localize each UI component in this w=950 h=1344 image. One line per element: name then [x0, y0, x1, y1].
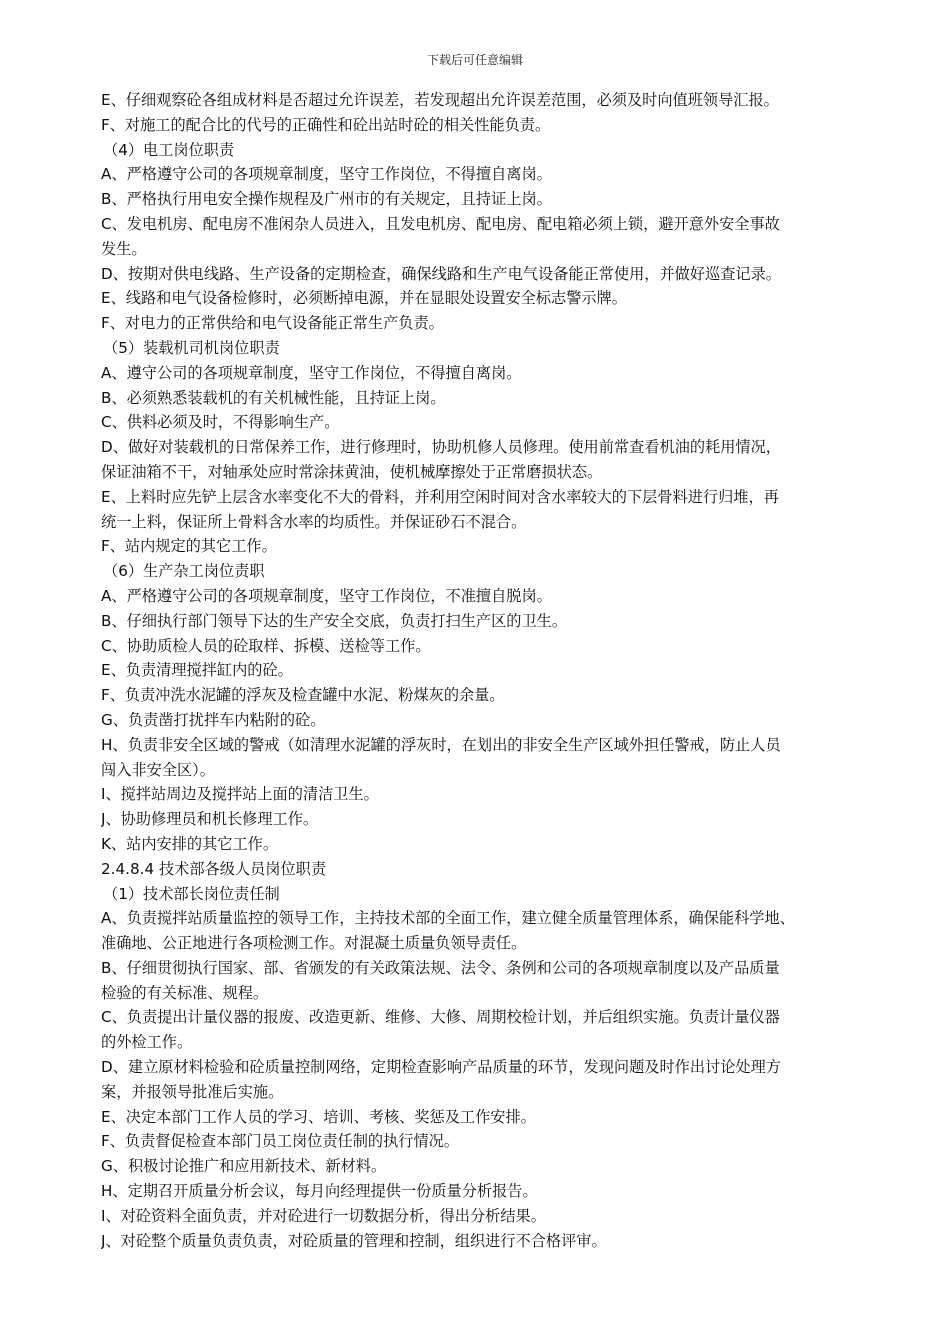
- text-line: F、负责冲洗水泥罐的浮灰及检查罐中水泥、粉煤灰的余量。: [101, 686, 505, 705]
- text-line: A、严格遵守公司的各项规章制度，坚守工作岗位，不准擅自脱岗。: [101, 586, 552, 605]
- text-line: D、按期对供电线路、生产设备的定期检查，确保线路和生产电气设备能正常使用，并做好巡查记录。: [101, 264, 781, 283]
- document-body: [101, 88, 861, 1253]
- text-line: A、严格遵守公司的各项规章制度，坚守工作岗位，不得擅自离岗。: [101, 165, 552, 184]
- text-line: E、仔细观察砼各组成材料是否超过允许误差，若发现超出允许误差范围，必须及时向值班领导汇报。: [101, 91, 779, 109]
- text-line: C、协助质检人员的砼取样、拆模、送检等工作。: [101, 636, 431, 655]
- text-line: 发生。: [101, 239, 147, 258]
- text-line: K、站内安排的其它工作。: [101, 834, 279, 853]
- text-line: E、上料时应先铲上层含水率变化不大的骨料，并利用空闲时间对含水率较大的下层骨料进行归堆，再: [101, 487, 779, 506]
- text-line: F、负责督促检查本部门员工岗位责任制的执行情况。: [101, 1132, 460, 1151]
- text-line: D、建立原材料检验和砼质量控制网络，定期检查影响产品质量的环节，发现问题及时作出讨论处理方: [101, 1058, 781, 1077]
- text-line: G、负责凿打扰拌车内粘附的砼。: [101, 710, 326, 729]
- text-line: B、仔细执行部门领导下达的生产安全交底，负责打扫生产区的卫生。: [101, 611, 568, 630]
- text-line: 的外检工作。: [101, 1033, 193, 1052]
- text-line: C、负责提出计量仪器的报废、改造更新、维修、大修、周期校检计划，并后组织实施。负责计量仪器: [101, 1008, 780, 1027]
- text-line: H、负责非安全区域的警戒（如清理水泥罐的浮灰时，在划出的非安全生产区域外担任警戒，防止人员: [101, 735, 781, 754]
- text-line: J、协助修理员和机长修理工作。: [101, 810, 319, 829]
- text-line: 准确地、公正地进行各项检测工作。对混凝土质量负领导责任。: [101, 934, 527, 953]
- text-line: C、发电机房、配电房不准闲杂人员进入，且发电机房、配电房、配电箱必须上锁，避开意外安全事故: [101, 214, 780, 233]
- text-line: A、负责搅拌站质量监控的领导工作，主持技术部的全面工作，建立健全质量管理体系，确保能科学地、: [101, 909, 795, 928]
- text-line: D、做好对装载机的日常保养工作，进行修理时，协助机修人员修理。使用前常查看机油的耗用情况，: [101, 438, 781, 457]
- text-line: A、遵守公司的各项规章制度，坚守工作岗位，不得擅自离岗。: [101, 363, 522, 382]
- text-line: B、必须熟悉装载机的有关机械性能，且持证上岗。: [101, 388, 446, 407]
- text-line: B、仔细贯彻执行国家、部、省颁发的有关政策法规、法令、条例和公司的各项规章制度以及产品质量: [101, 958, 780, 977]
- text-line: F、对电力的正常供给和电气设备能正常生产负责。: [101, 314, 444, 333]
- text-line: E、线路和电气设备检修时，必须断掉电源，并在显眼处设置安全标志警示牌。: [101, 289, 627, 308]
- text-line: 检验的有关标准、规程。: [101, 983, 269, 1002]
- text-line: F、对施工的配合比的代号的正确性和砼出站时砼的相关性能负责。: [101, 115, 551, 134]
- text-line: F、站内规定的其它工作。: [101, 537, 277, 556]
- text-line: 闯入非安全区）。: [101, 760, 215, 779]
- text-line: G、积极讨论推广和应用新技术、新材料。: [101, 1157, 387, 1176]
- text-line: I、对砼资料全面负责，并对砼进行一切数据分析，得出分析结果。: [101, 1206, 546, 1225]
- text-line: E、决定本部门工作人员的学习、培训、考核、奖惩及工作安排。: [101, 1107, 536, 1126]
- section-heading: （4）电工岗位职责: [103, 140, 235, 159]
- page-header-caption: 下载后可任意编辑: [426, 53, 523, 67]
- section-heading: （1）技术部长岗位责任制: [103, 884, 280, 903]
- section-heading: （6）生产杂工岗位责职: [103, 562, 265, 581]
- text-line: B、严格执行用电安全操作规程及广州市的有关规定，且持证上岗。: [101, 190, 552, 209]
- text-line: 案，并报领导批准后实施。: [101, 1082, 284, 1101]
- text-line: 保证油箱不干，对轴承处应时常涂抹黄油，使机械摩擦处于正常磨损状态。: [101, 462, 603, 481]
- section-heading: 2.4.8.4 技术部各级人员岗位职责: [101, 859, 327, 878]
- section-heading: （5）装载机司机岗位职责: [103, 338, 280, 357]
- text-line: 统一上料，保证所上骨料含水率的均质性。并保证砂石不混合。: [101, 512, 527, 531]
- text-line: I、搅拌站周边及搅拌站上面的清洁卫生。: [101, 785, 379, 804]
- text-line: H、定期召开质量分析会议，每月向经理提供一份质量分析报告。: [101, 1182, 538, 1201]
- text-line: E、负责清理搅拌缸内的砼。: [101, 661, 293, 680]
- text-line: J、对砼整个质量负责负责，对砼质量的管理和控制，组织进行不合格评审。: [101, 1231, 607, 1250]
- text-line: C、供料必须及时，不得影响生产。: [101, 413, 340, 432]
